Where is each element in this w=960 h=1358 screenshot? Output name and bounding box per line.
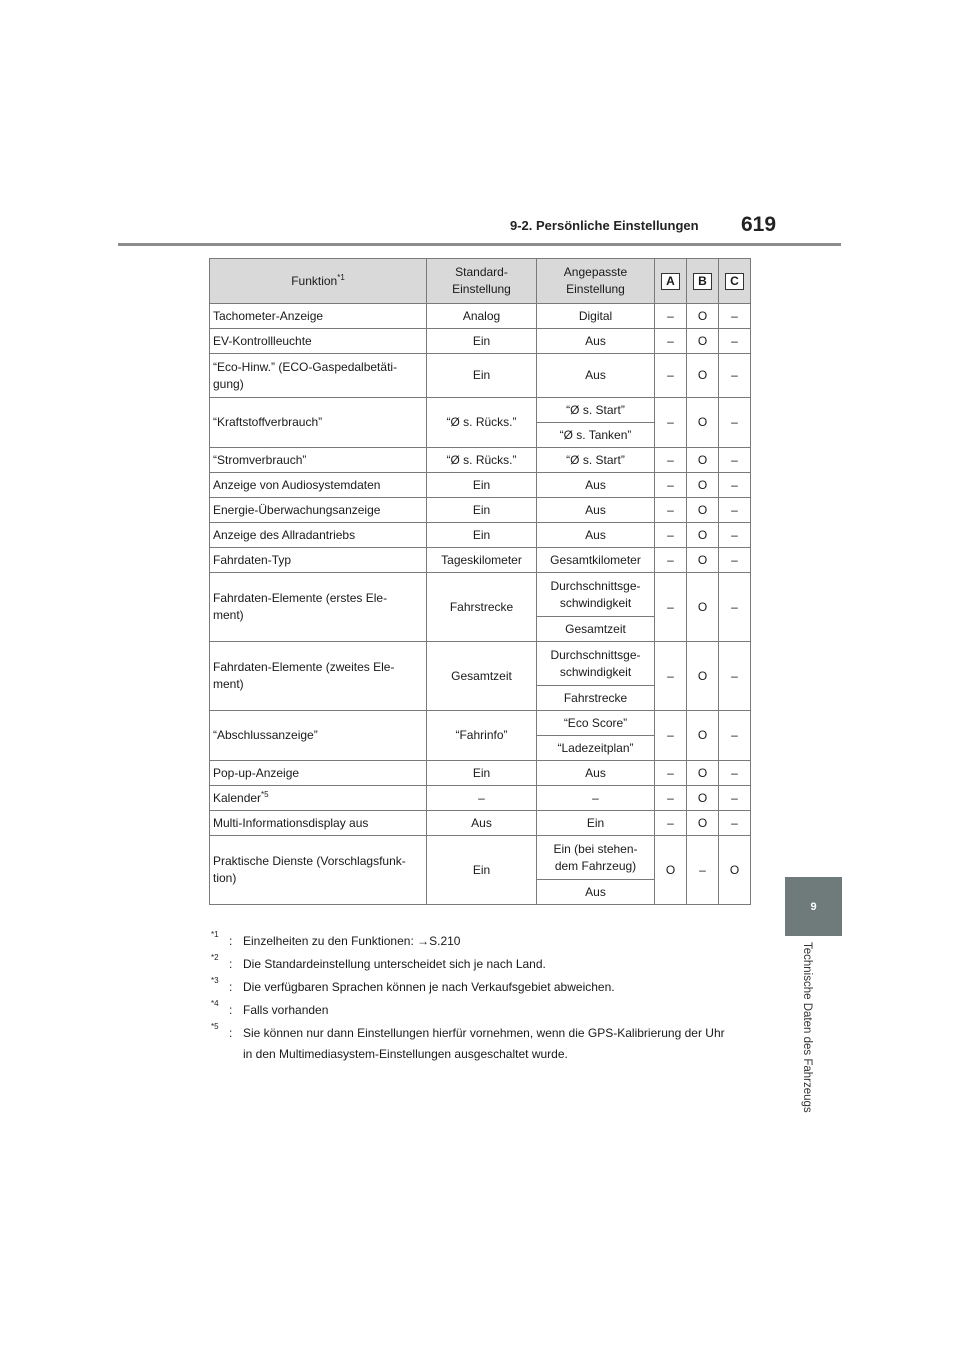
footnote-colon: : <box>229 1003 233 1017</box>
cell-c: – <box>719 498 751 523</box>
cell-standard: Ein <box>427 473 537 498</box>
cell-standard: Ein <box>427 498 537 523</box>
cell-b: O <box>687 354 719 398</box>
footnote-colon: : <box>229 980 233 994</box>
cell-standard: Gesamtzeit <box>427 642 537 711</box>
cell-b: O <box>687 473 719 498</box>
cell-angepasst: Aus <box>537 523 655 548</box>
cell-a: – <box>655 354 687 398</box>
box-a: A <box>661 273 680 290</box>
table-row <box>210 329 751 354</box>
chapter-tab <box>785 877 842 936</box>
table-row <box>210 398 751 423</box>
cell-a: – <box>655 473 687 498</box>
cell-funktion: EV-Kontrollleuchte <box>210 329 427 354</box>
cell-b: O <box>687 523 719 548</box>
cell-a: – <box>655 548 687 573</box>
table-row <box>210 573 751 617</box>
footnote: *3 : Die verfügbaren Sprachen können je nach Verkaufsgebiet abweichen. <box>211 977 756 998</box>
cell-funktion: Fahrdaten-Elemente (erstes Ele- ment) <box>210 573 427 642</box>
cell-a: – <box>655 498 687 523</box>
table-header-row <box>210 259 751 304</box>
cell-c: – <box>719 523 751 548</box>
chapter-label: Technische Daten des Fahrzeugs <box>801 942 813 1113</box>
cell-angepasst: Aus <box>537 329 655 354</box>
table-row <box>210 836 751 880</box>
footnote: *1 : Einzelheiten zu den Funktionen: →S.210 <box>211 931 756 952</box>
box-b: B <box>693 273 712 290</box>
cell-angepasst: Aus <box>537 498 655 523</box>
cell-angepasst: Durchschnittsge- schwindigkeit <box>537 642 655 686</box>
cell-angepasst: “Ø s. Start” <box>537 448 655 473</box>
table-row <box>210 523 751 548</box>
header-col-c <box>719 259 751 304</box>
cell-b: O <box>687 761 719 786</box>
cell-a: – <box>655 398 687 448</box>
cell-a: – <box>655 811 687 836</box>
table-row <box>210 304 751 329</box>
cell-a: – <box>655 304 687 329</box>
cell-c: – <box>719 548 751 573</box>
cell-angepasst: Gesamtzeit <box>537 617 655 642</box>
cell-c: – <box>719 573 751 642</box>
cell-funktion: “Stromverbrauch” <box>210 448 427 473</box>
cell-c: – <box>719 329 751 354</box>
cell-standard: “Fahrinfo” <box>427 711 537 761</box>
cell-b: O <box>687 711 719 761</box>
footnote-ref: *5 <box>261 789 269 799</box>
cell-a: – <box>655 448 687 473</box>
cell-a: – <box>655 711 687 761</box>
table-row <box>210 448 751 473</box>
footnote-colon: : <box>229 934 233 948</box>
cell-b: O <box>687 548 719 573</box>
cell-c: – <box>719 786 751 811</box>
table-row <box>210 811 751 836</box>
cell-funktion: Anzeige von Audiosystemdaten <box>210 473 427 498</box>
footnotes <box>211 931 756 1067</box>
cell-b: O <box>687 304 719 329</box>
cell-angepasst: – <box>537 786 655 811</box>
cell-funktion: Multi-Informationsdisplay aus <box>210 811 427 836</box>
cell-a: – <box>655 573 687 642</box>
table-row <box>210 786 751 811</box>
header-rule <box>118 243 841 246</box>
cell-a: – <box>655 786 687 811</box>
cell-funktion: Fahrdaten-Typ <box>210 548 427 573</box>
cell-c: – <box>719 354 751 398</box>
cell-c: – <box>719 761 751 786</box>
box-c: C <box>725 273 744 290</box>
section-title: 9-2. Persönliche Einstellungen <box>510 218 699 233</box>
cell-funktion: Energie-Überwachungsanzeige <box>210 498 427 523</box>
cell-b: O <box>687 398 719 448</box>
cell-standard: Analog <box>427 304 537 329</box>
cell-a: – <box>655 329 687 354</box>
table-row <box>210 761 751 786</box>
footnote-text: Die Standardeinstellung unterscheidet sich je nach Land. <box>243 957 546 971</box>
cell-standard: Ein <box>427 354 537 398</box>
cell-b: O <box>687 448 719 473</box>
cell-b: – <box>687 836 719 905</box>
cell-angepasst: Aus <box>537 354 655 398</box>
cell-b: O <box>687 573 719 642</box>
cell-c: – <box>719 304 751 329</box>
cell-funktion: Tachometer-Anzeige <box>210 304 427 329</box>
cell-angepasst: Aus <box>537 761 655 786</box>
cell-funktion: “Abschlussanzeige” <box>210 711 427 761</box>
page-number: 619 <box>741 213 777 236</box>
footnote-text: Sie können nur dann Einstellungen hierfür vornehmen, wenn die GPS-Kalibrierung der Uhr in den Multimediasystem-Einstellungen ausgeschaltet wurde. <box>243 1026 725 1061</box>
header-funktion: Funktion$^{*1}$ <box>210 259 427 304</box>
cell-angepasst: Ein (bei stehen- dem Fahrzeug) <box>537 836 655 880</box>
footnote-ref: *1 <box>337 272 345 282</box>
footnote: *4 : Falls vorhanden <box>211 1000 756 1021</box>
cell-angepasst: Ein <box>537 811 655 836</box>
cell-standard: Ein <box>427 329 537 354</box>
footnote-colon: : <box>229 957 233 971</box>
cell-b: O <box>687 329 719 354</box>
cell-funktion: Anzeige des Allradantriebs <box>210 523 427 548</box>
cell-standard: Fahrstrecke <box>427 573 537 642</box>
footnote: *2 : Die Standardeinstellung unterscheidet sich je nach Land. <box>211 954 756 975</box>
cell-angepasst: “Ladezeitplan” <box>537 736 655 761</box>
cell-b: O <box>687 786 719 811</box>
cell-funktion: “Kraftstoffverbrauch” <box>210 398 427 448</box>
cell-funktion: Praktische Dienste (Vorschlagsfunk- tion) <box>210 836 427 905</box>
cell-c: – <box>719 642 751 711</box>
header-standard: Standard- Einstellung <box>427 259 537 304</box>
cell-angepasst: Gesamtkilometer <box>537 548 655 573</box>
cell-standard: Aus <box>427 811 537 836</box>
cell-a: O <box>655 836 687 905</box>
cell-angepasst: Fahrstrecke <box>537 686 655 711</box>
chapter-number: 9 <box>810 900 817 913</box>
cell-funktion: Pop-up-Anzeige <box>210 761 427 786</box>
cell-standard: – <box>427 786 537 811</box>
cell-angepasst: “Ø s. Start” <box>537 398 655 423</box>
table-row <box>210 473 751 498</box>
cell-angepasst: Digital <box>537 304 655 329</box>
cell-c: – <box>719 811 751 836</box>
cell-b: O <box>687 811 719 836</box>
cell-c: – <box>719 711 751 761</box>
cell-b: O <box>687 642 719 711</box>
cell-a: – <box>655 642 687 711</box>
cell-standard: “Ø s. Rücks.” <box>427 448 537 473</box>
footnote-text: Falls vorhanden <box>243 1003 329 1017</box>
cell-a: – <box>655 761 687 786</box>
cell-c: – <box>719 398 751 448</box>
table-row <box>210 354 751 398</box>
header-col-b <box>687 259 719 304</box>
cell-angepasst: “Eco Score” <box>537 711 655 736</box>
footnote-text: Die verfügbaren Sprachen können je nach Verkaufsgebiet abweichen. <box>243 980 615 994</box>
table-row <box>210 642 751 686</box>
cell-b: O <box>687 498 719 523</box>
settings-table <box>209 258 751 905</box>
cell-angepasst: “Ø s. Tanken” <box>537 423 655 448</box>
footnote-text: Einzelheiten zu den Funktionen: →S.210 <box>243 934 461 948</box>
cell-standard: “Ø s. Rücks.” <box>427 398 537 448</box>
table-row <box>210 498 751 523</box>
cell-c: O <box>719 836 751 905</box>
cell-c: – <box>719 448 751 473</box>
cell-angepasst: Aus <box>537 880 655 905</box>
cell-standard: Tageskilometer <box>427 548 537 573</box>
table-row <box>210 711 751 736</box>
cell-angepasst: Aus <box>537 473 655 498</box>
cell-standard: Ein <box>427 761 537 786</box>
cell-c: – <box>719 473 751 498</box>
header-angepasst: Angepasste Einstellung <box>537 259 655 304</box>
cell-standard: Ein <box>427 836 537 905</box>
cell-standard: Ein <box>427 523 537 548</box>
cell-funktion: “Eco-Hinw.” (ECO-Gaspedalbetäti- gung) <box>210 354 427 398</box>
cell-angepasst: Durchschnittsge- schwindigkeit <box>537 573 655 617</box>
cell-a: – <box>655 523 687 548</box>
cell-funktion: Fahrdaten-Elemente (zweites Ele- ment) <box>210 642 427 711</box>
cell-funktion: Kalender$^{*5}$ <box>210 786 427 811</box>
header-col-a <box>655 259 687 304</box>
footnote-colon: : <box>229 1026 233 1040</box>
footnote: *5 : Sie können nur dann Einstellungen hierfür vornehmen, wenn die GPS-Kalibrierung der Uhr in den Multimediasystem-Einstellungen ausgeschaltet wurde. <box>211 1023 756 1065</box>
table-row <box>210 548 751 573</box>
